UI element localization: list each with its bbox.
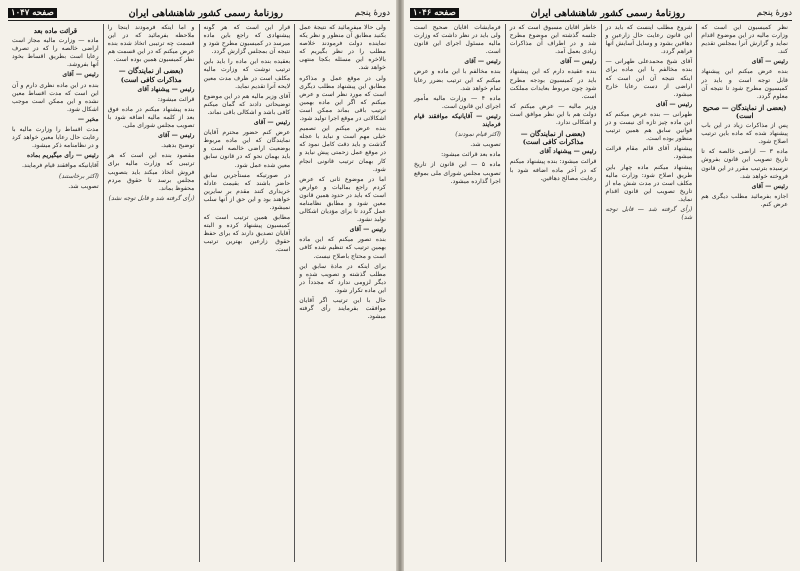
text-paragraph: بعقیده بنده این ماده را باید باین ترتیب نوشت که وزارت مالیه مکلف است در ظرف مدت معین لایحه آنرا تقدیم نماید. <box>203 58 291 90</box>
left-page-columns <box>8 24 390 562</box>
text-paragraph: تصویب شد. <box>68 182 99 190</box>
text-paragraph: نظر کمیسیون این است که وزارت مالیه در این موضوع اقدام نماید و گزارش آنرا بمجلس تقدیم کند. <box>701 24 788 56</box>
speaker-line: رئیس — آقای <box>62 71 99 79</box>
text-paragraph: قرار این است که هر گونه پیشنهادی که راجع باین ماده میرسد در کمیسیون مطرح شود و نتیجه آن بمجلس گزارش گردد. <box>203 24 291 56</box>
speaker-line: رئیس — پیشنهاد آقای <box>539 148 597 156</box>
section-heading: (بعضی از نمایندگان — صحیح است) <box>702 103 787 120</box>
speaker-line: رئیس — آقای <box>751 182 788 190</box>
right-page-number: صفحه ۱۰۴۶ <box>410 8 459 18</box>
text-paragraph: توضیح بدهید. <box>161 142 195 150</box>
text-paragraph: بنده مخالفم با این ماده و عرض میکنم که این ترتیب بضرر رعایا تمام خواهد شد. <box>414 68 501 92</box>
text-paragraph: قرائت میشود: <box>157 95 195 103</box>
text-paragraph: بنده عقیده دارم که این پیشنهاد باید در کمیسیون بودجه مطرح شود چون مربوط بعایدات مملکت است. <box>509 68 597 100</box>
text-paragraph: پیشنهاد آقای قائم مقام قرائت میشود. <box>605 145 693 161</box>
text-paragraph: طهرانی — بنده عرض میکنم که این ماده چیز تازه ای نیست و در قوانین سابق هم همین ترتیب منظور بوده است. <box>605 110 693 143</box>
section-heading: (بعضی از نمایندگان — مذاکرات کافی است) <box>118 67 184 84</box>
note-line: (اکثر برخاستند) <box>58 172 99 180</box>
text-paragraph: حال با این ترتیب اگر آقایان موافقت بفرمایند رأی گرفته میشود. <box>299 297 386 321</box>
speaker-line: رئیس — آقای <box>158 132 195 140</box>
text-paragraph: شروع مطلب اینست که باید در این قانون رعایت حال زارعین و دهاقین بشود و وسایل آسایش آنها فراهم گردد. <box>605 24 693 56</box>
right-page-session: دورهٔ پنجم <box>756 8 792 18</box>
speaker-line: رئیس — آقایانیکه موافقند قیام فرمایند <box>414 112 501 129</box>
speaker-line: رئیس — آقای <box>751 58 788 66</box>
text-paragraph: بنده عرض میکنم این تصمیم خیلی مهم است و نباید با عجله گذشت و باید دقت کامل نمود که در موقع عمل زحمتی پیش نیاید و کار بهمان ترتیب قانونی انجام شود. <box>299 125 386 173</box>
left-column-3 <box>103 24 199 562</box>
right-column-1 <box>696 24 792 562</box>
left-column-4 <box>8 24 103 562</box>
text-paragraph: اما در موضوع ثانی که عرض کردم راجع بمالیات و عوارض است که باید در حدود همین قانون معین شود و مطابق نظامنامه عمل گردد تا برای مؤدیان اشکالی تولید نشود. <box>299 175 386 224</box>
left-page-number: صفحه ۱۰۴۷ <box>8 8 57 18</box>
right-column-4 <box>410 24 505 562</box>
note-line: (رأی گرفته شد و قابل توجه نشد) <box>108 194 195 202</box>
speaker-line: رئیس — آقای <box>253 119 291 127</box>
text-paragraph: آقایانیکه موافقند قیام فرمایند. <box>22 162 99 170</box>
text-paragraph: فرمایشات آقایان صحیح است ولی باید در نظر داشت که وزارت مالیه مسئول اجرای این قانون است. <box>414 24 501 56</box>
note-line: (اکثر قیام نمودند) <box>455 131 501 139</box>
speaker-line: مخبر — <box>77 115 99 123</box>
text-paragraph: خاطر آقایان مسبوق است که در جلسه گذشته این موضوع مطرح شد و در اطراف آن مذاکرات زیادی بعمل آمد. <box>509 24 597 56</box>
text-paragraph: تصویب شد. <box>470 141 501 149</box>
text-paragraph: پس از مذاکرات زیاد در این باب پیشنهاد شده که ماده باین ترتیب اصلاح شود. <box>701 122 788 146</box>
text-paragraph: مدت اقساط را وزارت مالیه با رعایت حال رعایا معین خواهد کرد و در نظامنامه ذکر میشود. <box>12 126 99 150</box>
note-line: (رأی گرفته شد — قابل توجه شد) <box>605 205 693 222</box>
text-paragraph: مطابق همین ترتیب است که کمیسیون پیشنهاد کرده و البته آقایان تصدیق دارند که برای حفظ حقوق زارعین بهترین ترتیب است. <box>203 214 291 254</box>
text-paragraph: ماده ۴ — وزارت مالیه مأمور اجرای این قانون است. <box>414 94 501 110</box>
text-paragraph: ماده ۳ — اراضی خالصه که تا تاریخ تصویب این قانون بفروش نرسیده بترتیب مقرر در این قانون فروخته خواهد شد. <box>701 148 788 180</box>
right-column-3 <box>505 24 601 562</box>
text-paragraph: قرائت میشود: بنده پیشنهاد میکنم که در آخر ماده اضافه شود با رعایت مصالح دهاقین. <box>509 158 597 182</box>
left-column-2 <box>199 24 295 562</box>
text-paragraph: ماده — وزارت مالیه مجاز است اراضی خالصه را که در تصرف رعایا است بطریق اقساط بخود آنها بفروشد. <box>12 37 99 69</box>
right-page-header <box>410 6 792 21</box>
text-paragraph: ماده بعد قرائت میشود: <box>441 151 501 159</box>
text-paragraph: عرض کنم حضور محترم آقایان نمایندگان که این ماده مربوط بوضعیت اراضی خالصه است و باید بهمان نحو که در قانون سابق معین شده عمل شود. <box>203 129 291 169</box>
text-paragraph: پیشنهاد میکنم ماده چهار باین طریق اصلاح شود: وزارت مالیه مکلف است در مدت شش ماه از تاریخ تصویب این قانون اقدام نماید. <box>605 163 693 203</box>
text-paragraph: ماده ۵ — این قانون از تاریخ تصویب مجلس شورای ملی بموقع اجرا گذارده میشود. <box>414 161 501 185</box>
speaker-line: رئیس — رأی میگیریم بماده <box>27 152 99 160</box>
text-paragraph: برای اینکه در مادهٔ سابق این مطلب گذشته و تصویب شده و دیگر لزومی ندارد که مجدداً در این ماده تکرار شود. <box>299 262 386 294</box>
section-heading: قرائت ماده بعد <box>33 27 77 35</box>
speaker-line: رئیس — پیشنهاد آقای <box>137 85 195 93</box>
left-page <box>0 0 398 571</box>
speaker-line: رئیس — آقای <box>349 226 386 234</box>
text-paragraph: بنده عرض میکنم این پیشنهاد قابل توجه است و باید در کمیسیون مطرح شود تا نتیجه آن معلوم گردد. <box>701 68 788 100</box>
right-column-2 <box>601 24 697 562</box>
text-paragraph: اجازه بفرمائید مطلب دیگری هم عرض کنم. <box>701 192 788 208</box>
section-heading: (بعضی از نمایندگان — مذاکرات کافی است) <box>520 130 586 147</box>
right-page-columns <box>410 24 792 562</box>
text-paragraph: مقصود بنده این است که هر ترتیبی که وزارت مالیه برای فروش اتخاذ میکند باید بتصویب مجلس برسد تا حقوق مردم محفوظ بماند. <box>107 152 195 192</box>
text-paragraph: ولی حالا میفرمائید که نتیجهٔ عمل بکنید مطابق آن منظور و نظر یکه نماینده دولت فرمودند خلاصه مطلب را در نظر بگیریم که بالاخره این مسئله بکجا منتهی خواهد شد. <box>299 24 386 72</box>
text-paragraph: آقای وزیر مالیه هم در این موضوع توضیحاتی دادند که گمان میکنم کافی باشد و اشکالی باقی نماند. <box>203 92 291 116</box>
left-page-session: دورهٔ پنجم <box>354 8 390 18</box>
speaker-line: رئیس — آقای <box>655 100 693 108</box>
text-paragraph: و اما اینکه فرمودند اینجا را ملاحظه بفرمائید که در این قسمت چه ترتیبی اتخاذ شده بنده عرض میکنم که در این قسمت هم نظر کمیسیون همین بوده است. <box>107 24 195 64</box>
left-page-header <box>8 6 390 21</box>
right-page-title: روزنامهٔ رسمی کشور شاهنشاهی ایران <box>530 7 685 19</box>
left-page-title: روزنامهٔ رسمی کشور شاهنشاهی ایران <box>128 7 283 19</box>
text-paragraph: بنده پیشنهاد میکنم در ماده فوق بعد از کلمه مالیه اضافه شود با تصویب مجلس شورای ملی. <box>107 105 195 130</box>
text-paragraph: بنده در این ماده نظری دارم و آن این است که مدت اقساط معین نشده و این ممکن است موجب اشکال شود. <box>12 81 99 113</box>
left-column-1 <box>294 24 390 562</box>
speaker-line: رئیس — آقای <box>464 58 501 66</box>
text-paragraph: در صورتیکه مستأجرین سابق حاضر باشند که بقیمت عادله خریداری کنند مقدم بر سایرین خواهند بود و این حق از آنها سلب نمیشود. <box>203 171 291 211</box>
text-paragraph: وزیر مالیه — عرض میکنم که دولت هم با این نظر موافق است و اشکالی ندارد. <box>509 102 597 127</box>
text-paragraph: بنده تصور میکنم که این ماده بهمین ترتیب که تنظیم شده کافی است و محتاج باصلاح نیست. <box>299 236 386 260</box>
speaker-line: رئیس — آقای <box>560 58 597 66</box>
right-page <box>402 0 800 571</box>
text-paragraph: آقای شیخ محمدعلی طهرانی — بنده مخالفم با این ماده برای اینکه نتیجه آن این است که اراضی از دست رعایا خارج میشود. <box>605 58 693 98</box>
text-paragraph: ولی در موقع عمل و مذاکره مطابق این پیشنهاد مطلب دیگری است که مورد نظر است و عرض میکنم که اگر این ماده بهمین ترتیب باقی بماند ممکن است اشکالاتی در موقع اجرا تولید شود. <box>299 74 386 123</box>
